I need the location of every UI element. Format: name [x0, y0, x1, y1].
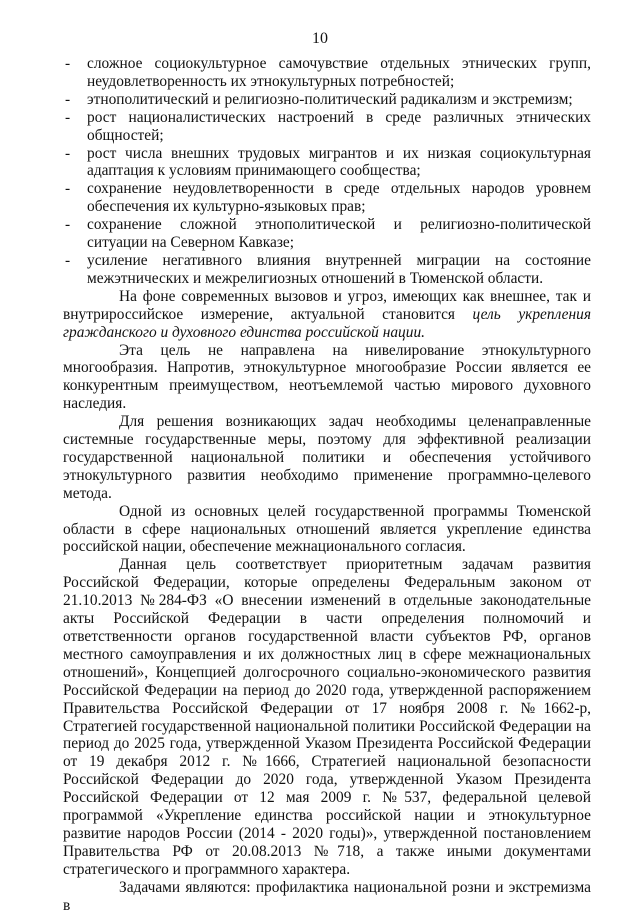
list-item	[63, 216, 591, 252]
page-number: 10	[312, 30, 328, 47]
risk-factors-list	[63, 55, 591, 288]
list-item-text: рост числа внешних трудовых мигрантов и их низкая социокультурная адаптация к условиям принимающего сообщества;	[87, 144, 591, 180]
paragraph-program-goal: Одной из основных целей государственной программы Тюменской области в сфере национальных отношений является укрепление единства российской нации, обеспечение межнационального согласия.	[63, 502, 591, 556]
bullet-marker: -	[65, 144, 71, 162]
list-item-text: усиление негативного влияния внутренней миграции на состояние межэтнических и межрелигиозных отношений в Тюменской области.	[87, 251, 591, 287]
list-item	[63, 252, 591, 288]
bullet-marker: -	[65, 90, 71, 108]
paragraph-tasks: Задачами являются: профилактика национальной розни и экстремизма в	[63, 878, 591, 914]
bullet-marker: -	[65, 180, 71, 198]
paragraph-diversity: Эта цель не направлена на нивелирование этнокультурного многообразия. Напротив, этнокультурное многообразие России является ее конкурентным преимуществом, неотъемлемой частью мирового духовного наследия.	[63, 341, 591, 413]
list-item	[63, 145, 591, 181]
paragraph-legal-basis: Данная цель соответствует приоритетным задачам развития Российской Федерации, которые определены Федеральным законом от 21.10.2013 №284-ФЗ «О внесении изменений в отдельные законодательные акты Российской Федерации в части определения полномочий и ответственности органов государственной власти субъектов РФ, органов местного самоуправления и их должностных лиц в сфере межнациональных отношений», Концепцией долгосрочного социально-экономического развития Российской Федерации на период до 2020 года, утвержденной распоряжением Правительства Российской Федерации от 17 ноября 2008 г. №1662-р, Стратегией государственной национальной политики Российской Федерации на период до 2025 года, утвержденной Указом Президента Российской Федерации от 19 декабря 2012 г. №1666, Стратегией национальной безопасности Российской Федерации до 2020 года, утвержденной Указом Президента Российской Федерации от 12 мая 2009 г. №537, федеральной целевой программой «Укрепление единства российской нации и этнокультурное развитие народов России (2014 - 2020 годы)», утвержденной постановлением Правительства РФ от 20.08.2013 №718, а также иными документами стратегического и программного характера.	[63, 556, 591, 878]
list-item-text: рост националистических настроений в среде различных этнических общностей;	[87, 108, 591, 144]
bullet-marker: -	[65, 108, 71, 126]
list-item	[63, 55, 591, 91]
paragraph-challenges	[63, 288, 591, 342]
paragraph-program-method: Для решения возникающих задач необходимы целенаправленные системные государственные меры, поэтому для эффективной реализации государственной национальной политики и обеспечения устойчивого этнокультурного развития необходимо применение программно-целевого метода.	[63, 413, 591, 502]
bullet-marker: -	[65, 216, 71, 234]
list-item-text: этнополитический и религиозно-политический радикализм и экстремизм;	[87, 90, 573, 108]
list-item-text: сложное социокультурное самочувствие отдельных этнических групп, неудовлетворенность их этнокультурных потребностей;	[87, 55, 591, 90]
bullet-marker: -	[65, 251, 71, 269]
list-item	[63, 109, 591, 145]
list-item-text: сохранение неудовлетворенности в среде отдельных народов уровнем обеспечения их культурно-языковых прав;	[87, 180, 591, 216]
list-item	[63, 180, 591, 216]
list-item	[63, 91, 591, 109]
bullet-marker: -	[65, 55, 71, 72]
paragraph-text: На фоне современных вызовов и угроз, имеющих как внешнее, так и внутрироссийское измерение, актуальной становится	[63, 287, 591, 323]
emphasized-goal: цель укрепления гражданского и духовного единства российской нации.	[63, 305, 591, 341]
document-body	[63, 55, 591, 915]
list-item-text: сохранение сложной этнополитической и религиозно-политической ситуации на Северном Кавказе;	[87, 216, 591, 252]
